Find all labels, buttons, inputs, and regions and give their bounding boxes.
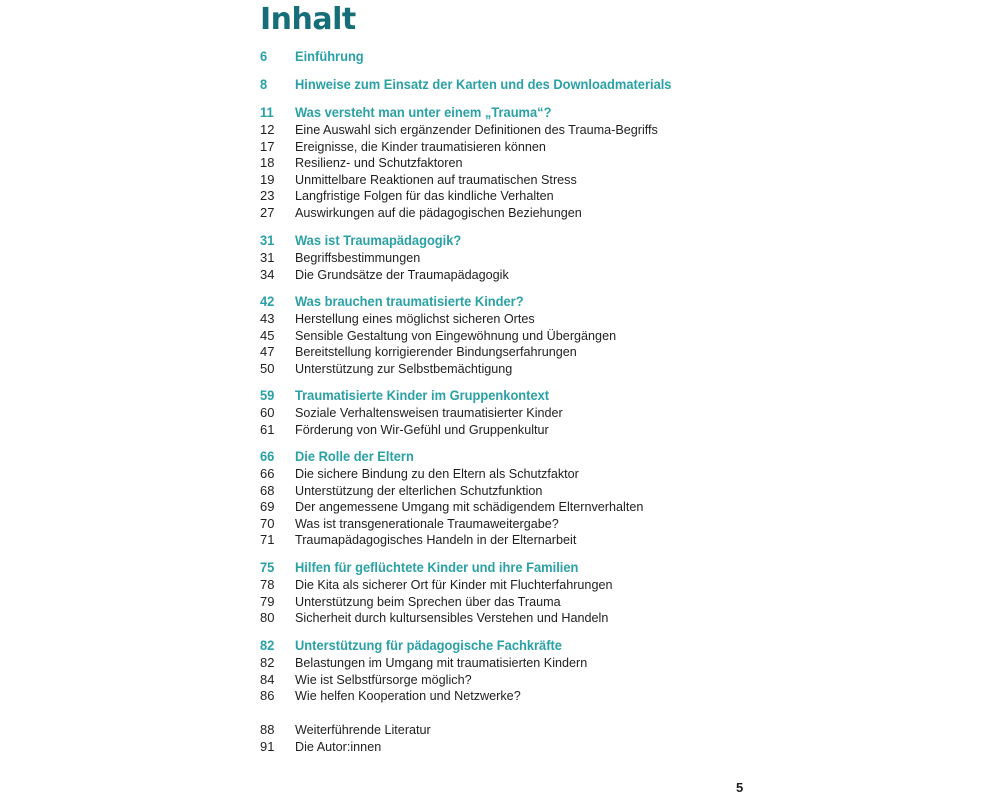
page-number: 5: [736, 780, 744, 795]
toc-page-number: 69: [260, 499, 275, 515]
toc-title: Eine Auswahl sich ergänzender Definitionen des Trauma-Begriffs: [295, 122, 658, 137]
toc-page-number: 66: [260, 448, 275, 464]
toc-title: Belastungen im Umgang mit traumatisierten Kindern: [295, 655, 588, 670]
toc-title: Resilienz- und Schutzfaktoren: [295, 155, 463, 171]
toc-title: Wie helfen Kooperation und Netzwerke?: [295, 688, 521, 704]
toc-title: Unterstützung der elterlichen Schutzfunktion: [295, 482, 543, 498]
toc-title: Unterstützung zur Selbstbemächtigung: [295, 360, 513, 376]
toc-title: Der angemessene Umgang mit schädigendem Elternverhalten: [295, 499, 644, 515]
toc-page-number: 82: [260, 655, 275, 670]
toc-title: Langfristige Folgen für das kindliche Verhalten: [295, 188, 554, 204]
toc-page-number: 27: [260, 205, 275, 220]
toc-page-number: 59: [260, 387, 275, 403]
toc-page-number: 88: [260, 722, 275, 737]
toc-title: Unmittelbare Reaktionen auf traumatischen Stress: [295, 171, 577, 187]
toc-page-number: 18: [260, 155, 275, 171]
toc-title: Unterstützung für pädagogische Fachkräfte: [295, 637, 562, 653]
toc-title: Sensible Gestaltung von Eingewöhnung und Übergängen: [295, 327, 617, 343]
toc-title: Hilfen für geflüchtete Kinder und ihre Familien: [295, 559, 579, 575]
toc-page-number: 6: [260, 48, 268, 64]
toc-title: Die Autor:innen: [295, 738, 382, 754]
toc-page-number: 47: [260, 344, 275, 360]
toc-page-number: 11: [260, 104, 274, 120]
toc-page-number: 43: [260, 311, 275, 326]
toc-page-number: 75: [260, 559, 275, 575]
toc-title: Hinweise zum Einsatz der Karten und des Downloadmaterials: [295, 76, 672, 92]
toc-title: Was versteht man unter einem „Trauma“?: [295, 104, 552, 120]
toc-page-number: 80: [260, 610, 275, 626]
toc-page-number: 86: [260, 688, 275, 704]
toc-title: Die Grundsätze der Traumapädagogik: [295, 266, 509, 282]
toc-page-number: 17: [260, 138, 275, 154]
toc-title: Weiterführende Literatur: [295, 722, 431, 737]
toc-title: Unterstützung beim Sprechen über das Trauma: [295, 593, 561, 609]
toc-page-number: 19: [260, 171, 275, 187]
toc-title: Herstellung eines möglichst sicheren Ortes: [295, 311, 535, 326]
toc-page-number: 31: [260, 232, 275, 248]
toc-title: Einführung: [295, 48, 364, 64]
toc-page-number: 70: [260, 515, 275, 531]
toc-page-number: 50: [260, 360, 275, 376]
toc-page-number: 79: [260, 593, 275, 609]
page-title: Inhalt: [260, 2, 356, 37]
toc-page-number: 31: [260, 250, 275, 265]
toc-page-number: 82: [260, 637, 275, 653]
toc-title: Ereignisse, die Kinder traumatisieren können: [295, 138, 546, 154]
toc-title: Wie ist Selbstfürsorge möglich?: [295, 671, 472, 687]
toc-title: Begriffsbestimmungen: [295, 250, 421, 265]
toc-title: Förderung von Wir-Gefühl und Gruppenkultur: [295, 421, 549, 437]
toc-title: Was brauchen traumatisierte Kinder?: [295, 293, 524, 309]
toc-page-number: 42: [260, 293, 275, 309]
toc-title: Traumapädagogisches Handeln in der Elternarbeit: [295, 532, 577, 548]
toc-title: Traumatisierte Kinder im Gruppenkontext: [295, 387, 550, 403]
toc-title: Bereitstellung korrigierender Bindungserfahrungen: [295, 344, 577, 360]
toc-title: Was ist Traumapädagogik?: [295, 232, 462, 248]
toc-page-number: 68: [260, 482, 275, 498]
toc-title: Sicherheit durch kultursensibles Verstehen und Handeln: [295, 610, 609, 626]
toc-title: Was ist transgenerationale Traumaweitergabe?: [295, 515, 559, 531]
toc-page-number: 66: [260, 466, 275, 481]
toc-title: Die Rolle der Eltern: [295, 448, 414, 464]
toc-title: Auswirkungen auf die pädagogischen Beziehungen: [295, 205, 582, 220]
toc-page-number: 34: [260, 266, 275, 282]
toc-page-number: 78: [260, 577, 275, 592]
toc-page-number: 61: [260, 421, 275, 437]
toc-page-number: 23: [260, 188, 275, 204]
toc-page-number: 8: [260, 76, 268, 92]
toc-title: Soziale Verhaltensweisen traumatisierter Kinder: [295, 405, 563, 420]
toc-page-number: 60: [260, 405, 275, 420]
toc-page-number: 91: [260, 738, 275, 754]
toc-title: Die sichere Bindung zu den Eltern als Schutzfaktor: [295, 466, 579, 481]
toc-title: Die Kita als sicherer Ort für Kinder mit Fluchterfahrungen: [295, 577, 613, 592]
toc-page-number: 12: [260, 122, 275, 137]
toc-page-number: 71: [260, 532, 275, 548]
toc-page-number: 45: [260, 327, 275, 343]
toc-page-number: 84: [260, 671, 275, 687]
